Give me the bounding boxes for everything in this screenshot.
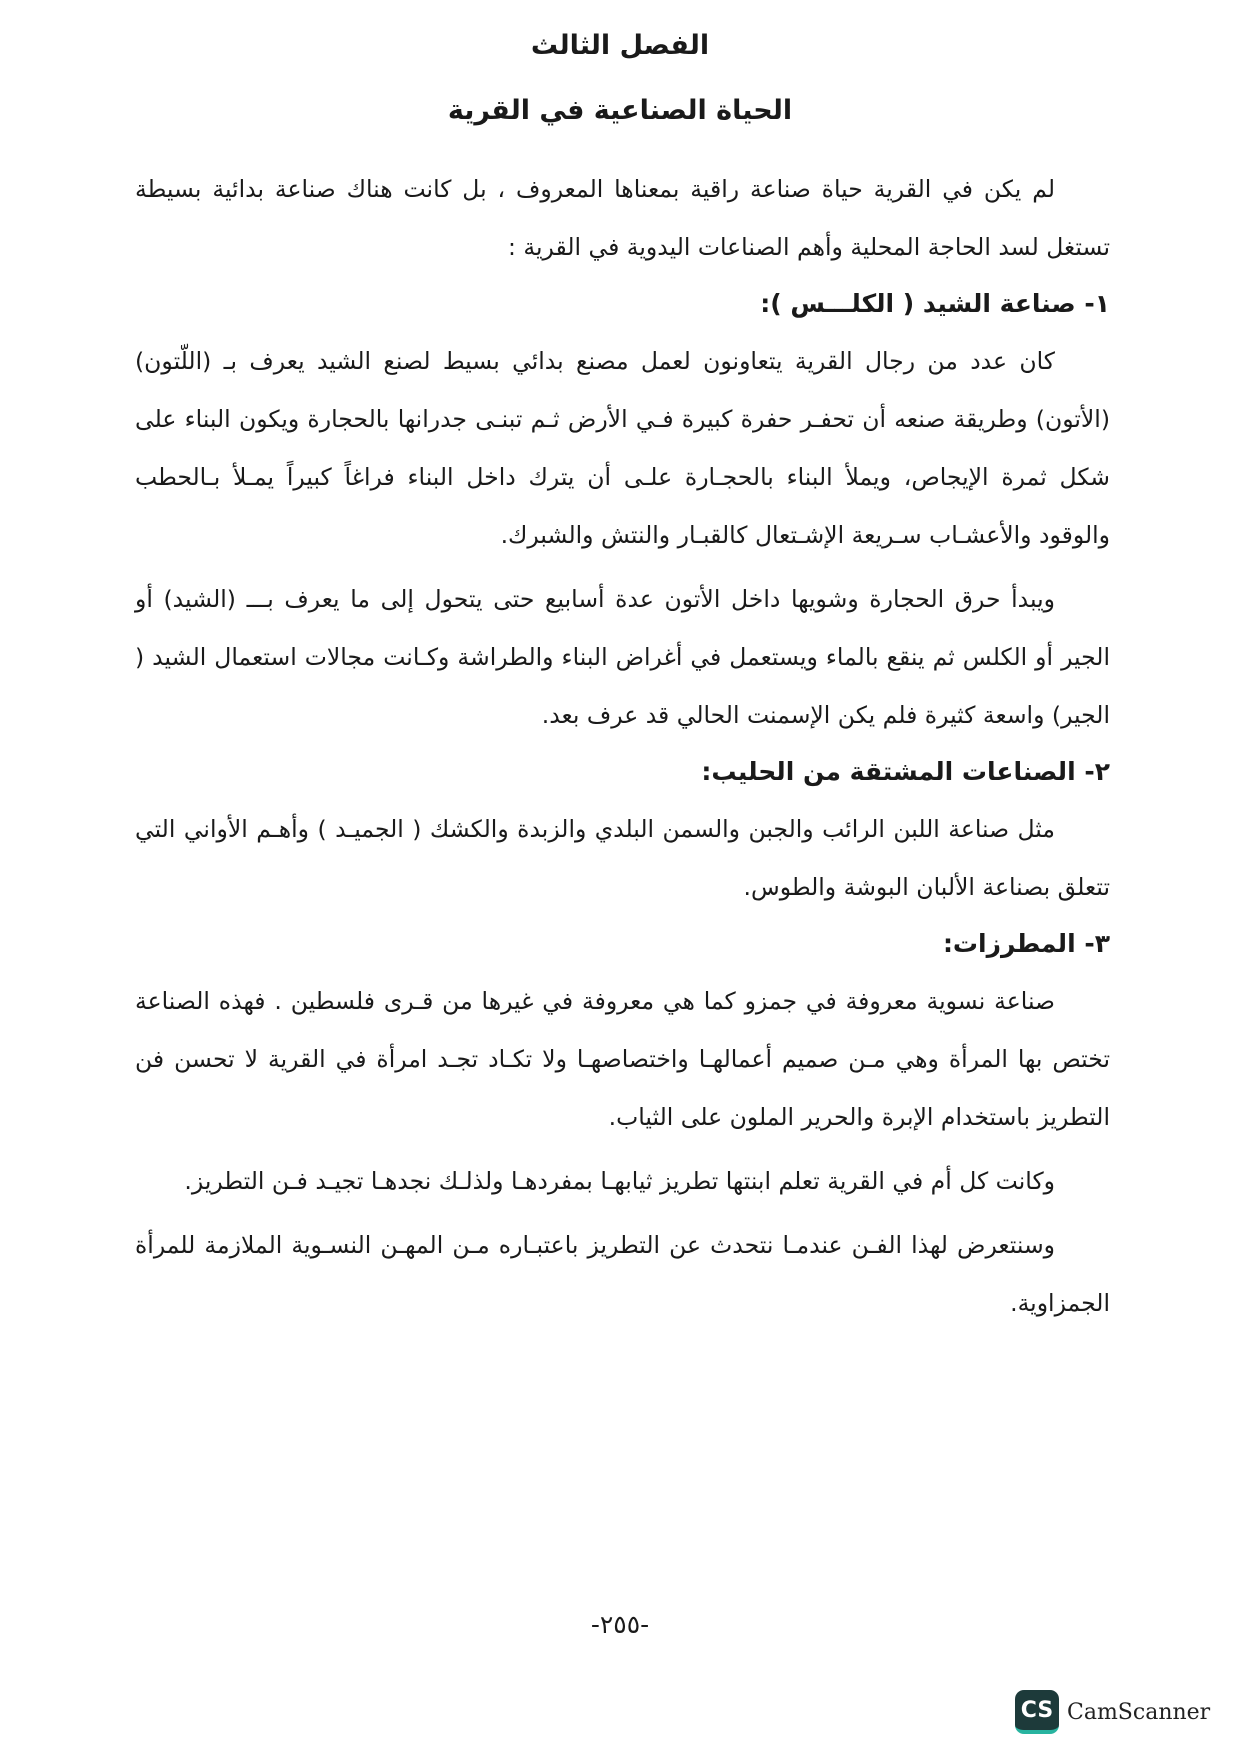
camscanner-brand: CamScanner [1067, 1699, 1211, 1725]
body-text [135, 160, 1110, 1332]
section-heading-3: ٣- المطرزات: [942, 929, 1110, 958]
section-heading-1: ١- صناعة الشيد ( الكلـــس ): [760, 289, 1110, 318]
paragraph: ويبدأ حرق الحجارة وشويها داخل الأتون عدة أسابيع حتى يتحول إلى ما يعرف بـــ (الشيد) أو الجير أو الكلس ثم ينقع بالماء ويستعمل في أغراض البناء والطراشة وكـانت مجالات استعمال الشيد ( الجير) واسعة كثيرة فلم يكن الإسمنت الحالي قد عرف بعد. [135, 585, 1110, 729]
chapter-title: الفصل الثالث [530, 30, 710, 61]
paragraph: وكانت كل أم في القرية تعلم ابنتها تطريز ثيابهـا بمفردهـا ولذلـك نجدهـا تجيـد فـن التطريز. [184, 1167, 1055, 1195]
section-heading-2: ٢- الصناعات المشتقة من الحليب: [701, 757, 1110, 786]
camscanner-watermark [1015, 1690, 1210, 1734]
intro-paragraph: لم يكن في القرية حياة صناعة راقية بمعناها المعروف ، بل كانت هناك صناعة بدائية بسيطة تستغل لسد الحاجة المحلية وأهم الصناعات اليدوية في القرية : [135, 175, 1110, 261]
paragraph: صناعة نسوية معروفة في جمزو كما هي معروفة في غيرها من قـرى فلسطين . فهذه الصناعة تختص بها المرأة وهي مـن صميم أعمالهـا واختصاصهـا ولا تكـاد تجـد امرأة في القرية لا تحسن فن التطريز باستخدام الإبرة والحرير الملون على الثياب. [135, 987, 1110, 1131]
camscanner-logo-icon: CS [1015, 1690, 1059, 1734]
page-number: -٢٥٥- [590, 1610, 650, 1639]
section-title: الحياة الصناعية في القرية [447, 95, 793, 126]
paragraph: مثل صناعة اللبن الرائب والجبن والسمن البلدي والزبدة والكشك ( الجميـد ) وأهـم الأواني التي تتعلق بصناعة الألبان البوشة والطوس. [135, 815, 1110, 901]
paragraph: وسنتعرض لهذا الفـن عندمـا نتحدث عن التطريز باعتبـاره مـن المهـن النسـوية الملازمة للمرأة الجمزاوية. [135, 1231, 1110, 1317]
paragraph: كان عدد من رجال القرية يتعاونون لعمل مصنع بدائي بسيط لصنع الشيد يعرف بـ (اللّتون) (الأتون) وطريقة صنعه أن تحفـر حفرة كبيرة فـي الأرض ثـم تبنـى جدرانها بالحجارة ويكون البناء على شكل ثمرة الإيجاص، ويملأ البناء بالحجـارة علـى أن يترك داخل البناء فراغاً كبيراً يمـلأ بـالحطب والوقود والأعشـاب سـريعة الإشـتعال كالقبـار والنتش والشبرك. [135, 347, 1110, 549]
